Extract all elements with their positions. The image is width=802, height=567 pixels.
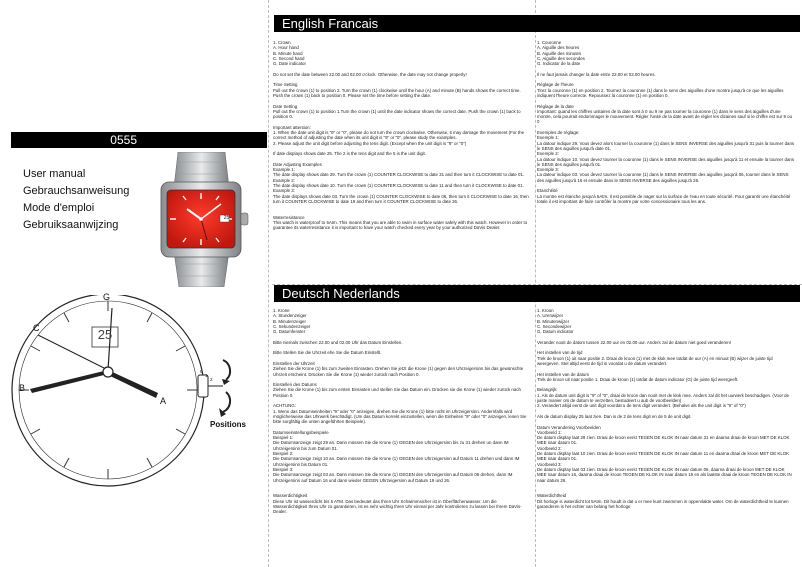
crown xyxy=(198,375,208,397)
francais-text: 1. Couronne A. Aiguille des heures B. Aiguille des minutes C. Aiguille des secondes G. Indicator de la date Il ne faut jamais changer la date entre 22.00 et 02.00 heures. Réglage de l'heure Tirez la couronne (1) en position 2. Tournez la couronne (1) dans le sens des aiguilles d'une montre jusqu'à ce que les aiguilles indiquent l'heure correcte. Repoussez la couronne (1) en position 0. Réglage de la date Important: quand les chiffres unitaires de la date sont à 0 ou 9 ne pas tourner la couronne (1) dans le sens des aiguilles d'une montre, cela pourrait endommager le mouvement. Régler l'unité de la date avant de régler les dizaines sauf si le chiffre est sur 9 ou 0 Exemples de réglage: Exemple 1: La datour indique 29. Vous devez alors tourner la couronne (1) dans le SENS INVERSE des aiguilles jusqu'à 31 puis la tourner dans le SENS des aiguilles jusqu'à date 01. Exemple 2: La datour indique 10. Vous devez tourner la couronne (1) dans le SENS INVERSE des aiguilles jusqu'à 11 et ensuite la tourner dans le SENS des aiguilles jusqu'à 01. Exemple 3: La dateur indique 03. Vous devez tourner la couronne (1) dans le SENS INVERSE des aiguilles jusqu'à 06, tourner dans le SENS des aiguilles jusqu'à 16 et ensuite dans le SENS INVERSE des aiguilles jusqu'à 26. Etanchéité La montre est étanche jusqu'à 5Atm. Il est possible de nager sur la surface de l'eau en toute sécurité. Pour garantir une étanchéité totale il est important de faire contrôler la montre par votre concessionaire tous les ans. xyxy=(537,40,795,204)
language-item: User manual xyxy=(23,168,86,180)
section-header-english-francais xyxy=(274,15,800,32)
position-1: 1 xyxy=(205,373,208,378)
diagram-date: 25 xyxy=(97,327,113,342)
language-item: Mode d'emploi xyxy=(23,202,95,214)
deutsch-text: 1. Krone A. Stundenzeiger B. Minutenzeiger C. Sekundenzeiger G. Datumfenster Bitte niemals zwischen 22.00 und 02.00 Uhr das Datum Einstellen. Bitte Stellen Sie die Uhrzeit ehe Sie die Datum Einstellt. Einstellen der Uhrzeit Ziehen Sie die Krone (1) bis zum zweiten Einrasten. Drehen Sie jetzt die Krone (1) gegen den Uhrzeigersinn bis das gewünschte Uhrzeit erscheint. Drücken Sie die Krone (1) wieder zurück nach Position 0. Einstellen des Datums Ziehen Sie die Krone (1) bis zum ersten Einrasten und stellen Sie das Datum ein. Drücken sie die Krone (1) wieder zurück nach Position 0. ACHTUNG: 1. Wenn das Datumseinheiten "9" oder "0" anzeigen, drehen Sie die Krone (1) bitte nicht im Uhrzeigersinn. Andernfalls wird möglicherweise das Uhrwerk beschädigt. (Um das Datum korrekt einzustellen, wenn die Einheiten "9" oder "0" anzeigen, lesen Sie bitte sorgfältig die unten angeführten Beispiele). Datumseinstellungsbeispiele Beispiel 1: Die Datumsanzeige zeigt 29 an. Dann müssen Sie die Krone (1) GEGEN den Uhrzeigersinn bis zu 31 drehen un dann IM Uhrzeigersinn bis zum Datum 01. Beispiel 2: Die Datumsanzeige zeigt 10 an. Dann müssen Sie die Krone (1) GEGEN den Uhrzeigersinn auf Datum 11 drehen und dann IM Uhrzeigersinn bis Datum 01. Beispiel 3: Die Datumsanzeige zeigt 03 an. Dann müssen Sie die Krone (1) GEGEN den Uhrzeigersinn auf Datum 06 drehen, dann IM Uhrzeigersinn auf Datum 16 und dann wieder GEGEN Uhrzeigersinn auf Datum 19 und 26. Wasserdichtigkeit Diese Uhr ist wasserdicht bis 5 ATM. Das bedeutet das Ihren Uhr Schwimmsicher ist in Oberflächenwasser. Um die Wasserdichtigkeit Ihres Uhr zu garantieren, ist es sehr wichtig Ihren Uhr einmal per Jahr kontrolieren zu lassen bei Ihrem DaVis-Dealer. xyxy=(273,308,527,515)
language-item: Gebruiksaanwijzing xyxy=(23,219,119,231)
watch-date-window: 25 xyxy=(223,215,230,221)
section-title: Deutsch Nederlands xyxy=(282,286,400,301)
position-0: 0 xyxy=(200,369,203,374)
nederlands-text: 1. Kroon A. Urenwijzer B. Minutenwijzer C. Secondewijzer G. Datum indicator Verander nooit de datum tussen 22.00 uur en 02.00 uur. Anders zal de datum niet goed veranderen! Het instellen van de tijd Trek de kroon (1) uit naar positie 2. Draai de kroon (1) met de klok mee totdat de uur (A) en minuut (B) wijzer de juiste tijd weergeven. Stel altijd eerst de tijd in voordat u de datum verandert. Het instellen van de datum Trek de kroon uit naar positie 1. Draai de kroon (1) totdat de datum indicator (G) de juiste tijd weergeeft. Belangrijk: 1. Als de datum unit digit is "9" of "0", draai de kroon dan nooit met de klok mee. Anders zal dit het uurwerk beschadigen. (Voor de juiste manier om de datum te verzetten, bestudeert u aub de voorbeelden) 2. Verandert altijd eerst de unit digit voordat u de tens digit verandert. (Behalve als the unit digit is "9" of "0") Als de datum display 25 laat zien. Dan is de 2 de tens digit en de 5 de unit digit. Datum Verandering Voorbeelden Voorbeeld 1: De datum display laat 29 zien. Draai de kroon eerst TEGEN DE KLOK IN naar datum 31 en daarna draai de kroon MET DE KLOK MEE naar datum 01. Voorbeeld 2: De datum display laat 10 zien. Draai de kroon eerst TEGEN DE KLOK IN naar datum 11 en daarna draai de kroon MET DE KLOK MEE naar datum 01. Voorbeeld 3: De datum display laat 03 zien. Draai de kroon eerst TEGEN DE KLOK IN naar datum 06, daarna draai de kroon MET DE KLOK MEE naar datum 16, daarna draai de kroon TEGEN DE KLOK IN naar datum 19 en als laatste draai de kroon TEGEN DE KLOK IN naar datum 26. Waterdichtheid Dit horloge is waterdicht tot 5Atm. Dit houdt in dat u er mee kunt zwemmen in oppervlakte water. Om de waterdichtheid te kunnen garanderen is het echter van belang het horloge xyxy=(537,308,792,509)
minute-hand xyxy=(30,370,108,393)
language-item: Gebrauchsanweisung xyxy=(23,185,130,197)
label-g: G xyxy=(103,292,111,302)
watch-photo xyxy=(145,152,260,287)
label-c: C xyxy=(33,323,40,333)
label-a: A xyxy=(160,396,167,406)
model-number: 0555 xyxy=(110,133,137,147)
model-number-bar xyxy=(11,132,267,148)
language-list xyxy=(23,166,129,234)
section-title: English Francais xyxy=(282,16,379,31)
section-header-deutsch-nederlands xyxy=(274,285,800,302)
hands-pivot xyxy=(103,367,113,377)
hour-hand xyxy=(106,370,158,398)
watch-diagram xyxy=(8,295,270,565)
english-text: 1. Crown A. Hour hand B. Minute hand C. Second hand G. Date indicator Do not set the date between 22.00 and 02.00 o'clock. Otherwise, the date may not change properly! Time Setting Pull out the crown (1) to position 2. Turn the crown (1) clockwise until the hour (A) and minute (B) hands shows the correct time. Push the crown (1) back to position 0. Please set the time before setting the date. Date Setting Pull out the crown (1) to position 1.Turn the crown (1) until the date indicator shows the correct date. Push the crown (1) back to position 0. Important attention: 1. When the date unit digit is "9" or "0", please do not turn the crown clockwise. Otherwise, it may damage the movement (For the correct method of adjusting the date when its unit digit is "9" or "0", please study the examples. 2. Please adjust the unit digit before adjusting the tens digit. (Except when the unit digit is "9" or "0") If date displays shows date 25. The 2 is the tens digit and the 5 is the unit digit. Date Adjusting Examples Example 1: The date display shows date 29. Turn the crown (1) COUNTER CLOCKWISE to date 31 and then turn it CLOCKWISE to date 01. Example 2: The date display shows date 10. Turn the crown (1) COUNTER CLOCKWISE to date 11 and then turn it CLOCKWISE to date 01. Example 3: The date displays shows date 03. Turn the crown (1) COUNTER CLOCKWISE to date 06, then turn it CLOCKWISE to date 16, then turn it COUNTER CLOCKWISE to date 19 and then turn it COUNTER CLOCKWISE to date 26. Waterresistance This watch is waterproof to 5Atm. This means that you are able to swim in surface water safely with this watch. However in order to guarantee its waterresistance it is important to have your watch checked every year by your authorized DaVis Dealer. xyxy=(273,40,529,231)
position-2: 2 xyxy=(210,377,213,382)
label-b: B xyxy=(19,383,26,393)
rotate-arrow-icon xyxy=(223,360,230,380)
positions-label: Positions xyxy=(210,420,247,429)
rotate-arrow-icon xyxy=(223,392,230,412)
